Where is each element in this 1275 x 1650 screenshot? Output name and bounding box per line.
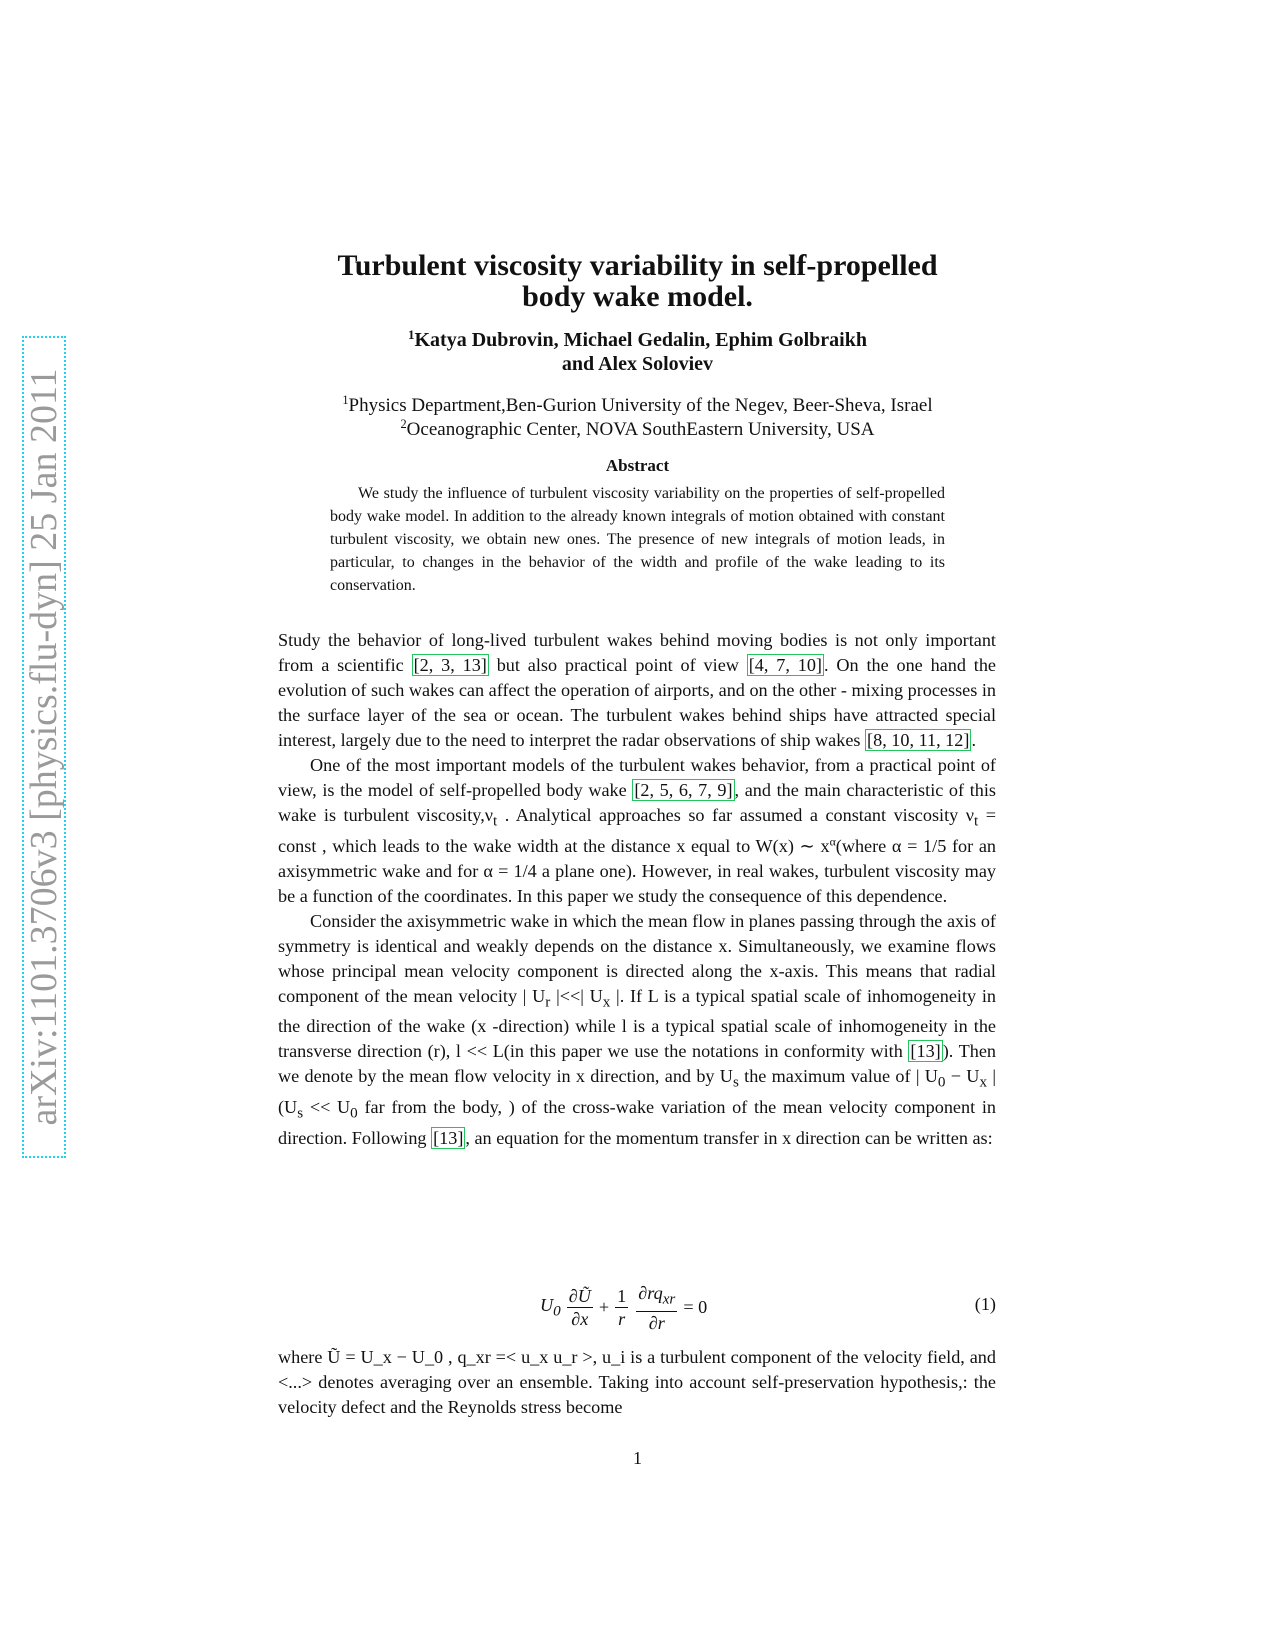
paragraph-3: Consider the axisymmetric wake in which the mean flow in planes passing through the axis of symmetry is identical and weakly depends on the distance x. Simultaneously, we examine flows whose principal mean velocity component is directed along the x-axis. This means that radial component of the mean velocity | $U_r$ |<<| $U_x$ |. If L is a typical spatial scale of inhomogeneity in the direction of the wake (x -direction) while l is a typical spatial scale of inhomogeneity in the transverse direction (r), l << L(in this paper we use the notations in conformity with [13] ). Then we denote by the mean flow velocity in x direction, and by $U_s$ the maximum value of | $U_0 - U_x$ | ($U_s << U_0$ far from the body, ) of the cross-wake variation of the mean velocity component in direction. Following [13] , an equation for the momentum transfer in x direction can be written as: — [278, 910, 996, 1148]
authors-line-2: and Alex Soloviev — [561, 353, 714, 375]
eq-fraction-2: $\frac{1}{r}$ — [617, 1286, 627, 1330]
eq-fraction-3: $\frac{\partial rq_{xr}}{\partial r}$ — [638, 1283, 676, 1333]
equation-1 — [278, 1280, 996, 1336]
authors-line-1: $^1$Katya Dubrovin, Michael Gedalin, Ephim Golbraikh — [408, 326, 867, 351]
paper-title — [270, 250, 1005, 312]
abstract-text: We study the influence of turbulent viscosity variability on the properties of self-propelled body wake model. In addition to the already known integrals of motion obtained with constant turbulent viscosity, we obtain new ones. The presence of new integrals of motion leads, in particular, to changes in the behavior of the width and profile of the wake leading to its conservation. — [330, 485, 945, 594]
equation-number: (1) — [974, 1294, 996, 1314]
affiliation-1: $^1$Physics Department,Ben-Gurion University of the Negev, Beer-Sheva, Israel — [342, 393, 933, 416]
citation-link[interactable]: [4, 7, 10] — [748, 655, 822, 675]
citation-link[interactable]: [13] — [433, 1127, 464, 1148]
citation-link[interactable]: [13] — [910, 1041, 941, 1062]
abstract-heading: Abstract — [605, 456, 670, 475]
paragraph-1: Study the behavior of long-lived turbulent wakes behind moving bodies is not only important from a scientific [2, 3, 13] but also practical point of view [4, 7, 10] . On the one hand the evolution of such wakes can affect the operation of airports, and on the other - mixing processes in the surface layer of the sea or ocean. The turbulent wakes behind ships have attracted special interest, largely due to the need to interpret the radar observations of ship wakes [8, 10, 11, 12] . — [278, 630, 997, 750]
paragraph-2: One of the most important models of the turbulent wakes behavior, from a practical point of view, is the model of self-propelled body wake [2, 5, 6, 7, 9] , and the main characteristic of this wake is turbulent $viscosity,\nu_t$ . Analytical approaches so far assumed a constant viscosity $\nu_t$ = const , which leads to the wake width at the distance x equal to W(x) ∼ $x^\alpha(where$ α = 1/5 for an axisymmetric wake and for α = 1/4 a plane one). However, in real wakes, turbulent viscosity may be a function of the coordinates. In this paper we study the consequence of this dependence. — [278, 755, 996, 906]
affiliations — [270, 394, 1005, 442]
author-list — [270, 328, 1005, 376]
title-line-1: Turbulent viscosity variability in self-propelled — [337, 249, 938, 282]
page-number: 1 — [633, 1448, 642, 1468]
citation-link[interactable]: [2, 5, 6, 7, 9] — [634, 780, 733, 800]
eq-u0: $U_0$ — [540, 1295, 561, 1320]
arxiv-identifier[interactable]: arXiv:1101.3706v3 [physics.flu-dyn] 25 Jan 2011 — [22, 336, 66, 1158]
paragraph-after-equation: where Ũ = U_x − U_0 , q_xr =< u_x u_r >, u_i is a turbulent component of the velocity field, and <...> denotes averaging over an ensemble. Taking into account self-preservation hypothesis,: the velocity defect and the Reynolds stress become — [278, 1347, 996, 1417]
arxiv-stamp — [10, 336, 65, 1126]
title-line-2: body wake model. — [522, 280, 753, 313]
equation-body: $U_0$ $\frac{\partial Ũ}{\partial x}$ + $\frac{1}{r}$ $\frac{\partial rq_{xr}}{\partial r}$ = 0 — [540, 1283, 708, 1333]
affiliation-2: $^2$Oceanographic Center, NOVA SouthEastern University, USA — [400, 417, 875, 440]
citation-link[interactable]: [2, 3, 13] — [413, 655, 487, 675]
main-body — [278, 628, 996, 1151]
citation-link[interactable]: [8, 10, 11, 12] — [867, 730, 970, 750]
eq-fraction-1: $\frac{\partial Ũ}{\partial x}$ — [568, 1286, 591, 1330]
